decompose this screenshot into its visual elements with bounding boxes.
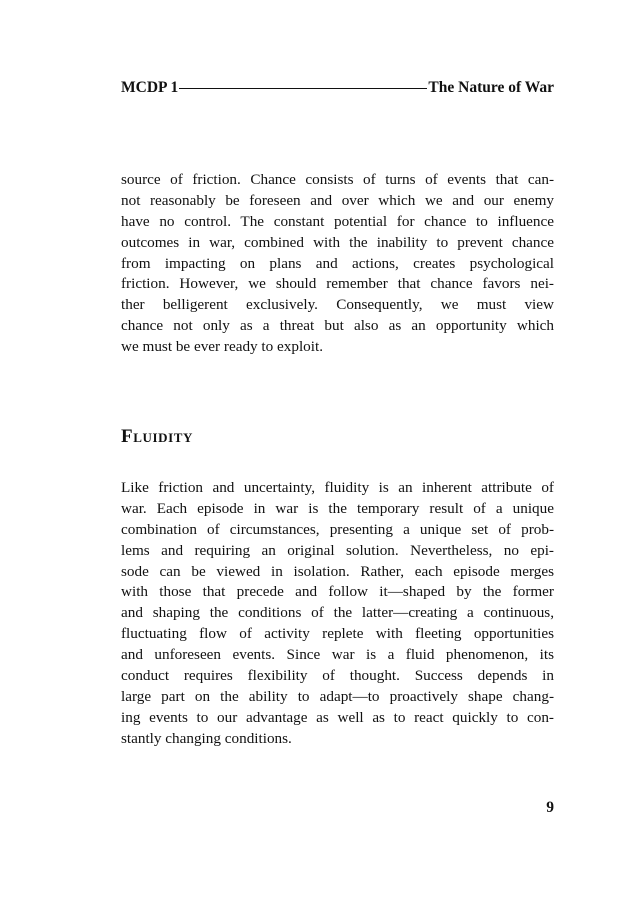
text-line: and unforeseen events. Since war is a fluid phenomenon, its: [121, 646, 554, 664]
text-line: fluctuating flow of activity replete with fleeting opportunities: [121, 625, 554, 643]
text-line: friction. However, we should remember that chance favors nei-: [121, 275, 554, 293]
text-line: large part on the ability to adapt—to proactively shape chang-: [121, 687, 554, 705]
text-line: not reasonably be foreseen and over which we and our enemy: [121, 191, 554, 209]
text-line: stantly changing conditions.: [121, 729, 292, 747]
text-line: sode can be viewed in isolation. Rather, each episode merges: [121, 562, 554, 580]
header-chapter-title: The Nature of War: [428, 79, 554, 96]
header-publication-title: MCDP 1: [121, 79, 179, 96]
text-line: and shaping the conditions of the latter—creating a continuous,: [121, 604, 554, 622]
text-line: from impacting on plans and actions, creates psychological: [121, 254, 554, 272]
text-line: we must be ever ready to exploit.: [121, 338, 324, 356]
paragraph-fluidity: [121, 478, 554, 750]
text-line: outcomes in war, combined with the inability to prevent chance: [121, 233, 554, 251]
text-line: chance not only as a threat but also as an opportunity which: [121, 317, 554, 335]
running-header: [121, 78, 554, 98]
text-line: source of friction. Chance consists of turns of events that can-: [121, 171, 554, 188]
text-line: ing events to our advantage as well as to react quickly to con-: [121, 708, 554, 726]
header-rule: [179, 88, 427, 89]
text-line: with those that precede and follow it—shaped by the former: [121, 583, 554, 601]
page-number: 9: [546, 799, 554, 816]
text-line: war. Each episode in war is the temporary result of a unique: [121, 499, 554, 517]
text-line: lems and requiring an original solution. Nevertheless, no epi-: [121, 541, 554, 559]
text-line: ther belligerent exclusively. Consequently, we must view: [121, 296, 554, 314]
text-line: conduct requires flexibility of thought. Success depends in: [121, 667, 554, 685]
text-line: have no control. The constant potential for chance to influence: [121, 212, 554, 230]
paragraph-chance: [121, 170, 554, 358]
text-line: Like friction and uncertainty, fluidity is an inherent attribute of: [121, 479, 554, 496]
text-line: combination of circumstances, presenting a unique set of prob-: [121, 520, 554, 538]
section-heading-fluidity: Fluidity: [121, 426, 194, 447]
